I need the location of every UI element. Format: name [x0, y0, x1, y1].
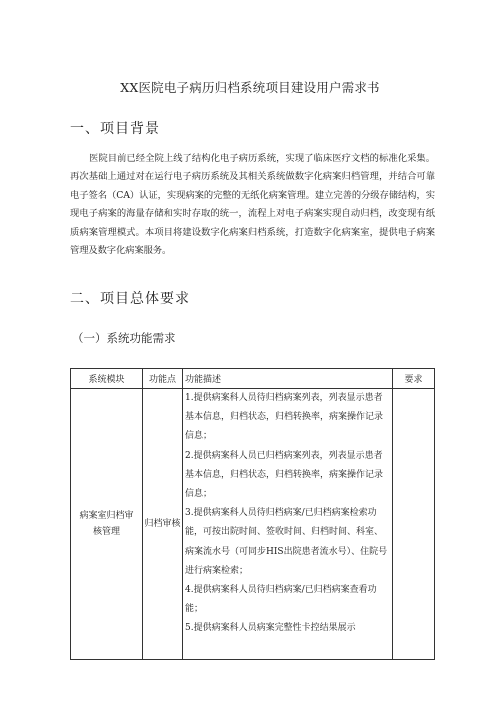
- table-row: [71, 389, 435, 660]
- function-requirements-table: [70, 368, 435, 660]
- document-title: XX医院电子病历归档系统项目建设用户需求书: [120, 80, 380, 95]
- cell-module: 病案室归档审核管理: [71, 389, 143, 660]
- background-paragraph: 医院目前已经全院上线了结构化电子病历系统，实现了临床医疗文档的标准化采集。再次基础上通过对在运行电子病历系统及其相关系统做数字化病案归档管理，并结合可靠电子签名（CA）认证，实现病案的完整的无纸化病案管理。建立完善的分级存储结构，实现电子病案的海量存储和实时存取的统一，流程上对电子病案实现自动归档，改变现有纸质病案管理模式。本项目将建设数字化病案归档系统，打造数字化病案室，提供电子病案管理及数字化病案服务。: [70, 153, 435, 257]
- header-module: 系统模块: [71, 369, 143, 389]
- description-item: 1.提供病案科人员待归档病案列表，列表显示患者基本信息，归档状态，归档转换率，病案操作记录信息；: [185, 393, 384, 442]
- description-item: 3.提供病案科人员待归档病案/已归档病案检索功能，可按出院时间、签收时间、归档时间、科室、病案流水号（可同步HIS出院患者流水号）、住院号进行病案检索；: [185, 508, 388, 576]
- description-item: 4.提供病案科人员待归档病案/已归档病案查看功能；: [185, 585, 377, 615]
- header-description: 功能描述: [183, 369, 393, 389]
- table-header-row: [71, 369, 435, 389]
- section-heading-background: 一、项目背景: [70, 121, 160, 137]
- header-requirement: 要求: [393, 369, 435, 389]
- header-feature: 功能点: [143, 369, 183, 389]
- description-item: 5.提供病案科人员病案完整性卡控结果展示: [185, 623, 356, 634]
- cell-feature: 归档审核: [143, 389, 183, 660]
- section-heading-requirements: 二、项目总体要求: [70, 291, 190, 307]
- subsection-heading-functions: （一）系统功能需求: [72, 331, 176, 345]
- description-item: 2.提供病案科人员已归档病案列表，列表显示患者基本信息，归档状态，归档转换率，病案操作记录信息；: [185, 450, 384, 500]
- cell-description: [183, 389, 393, 660]
- cell-requirement: [393, 389, 435, 660]
